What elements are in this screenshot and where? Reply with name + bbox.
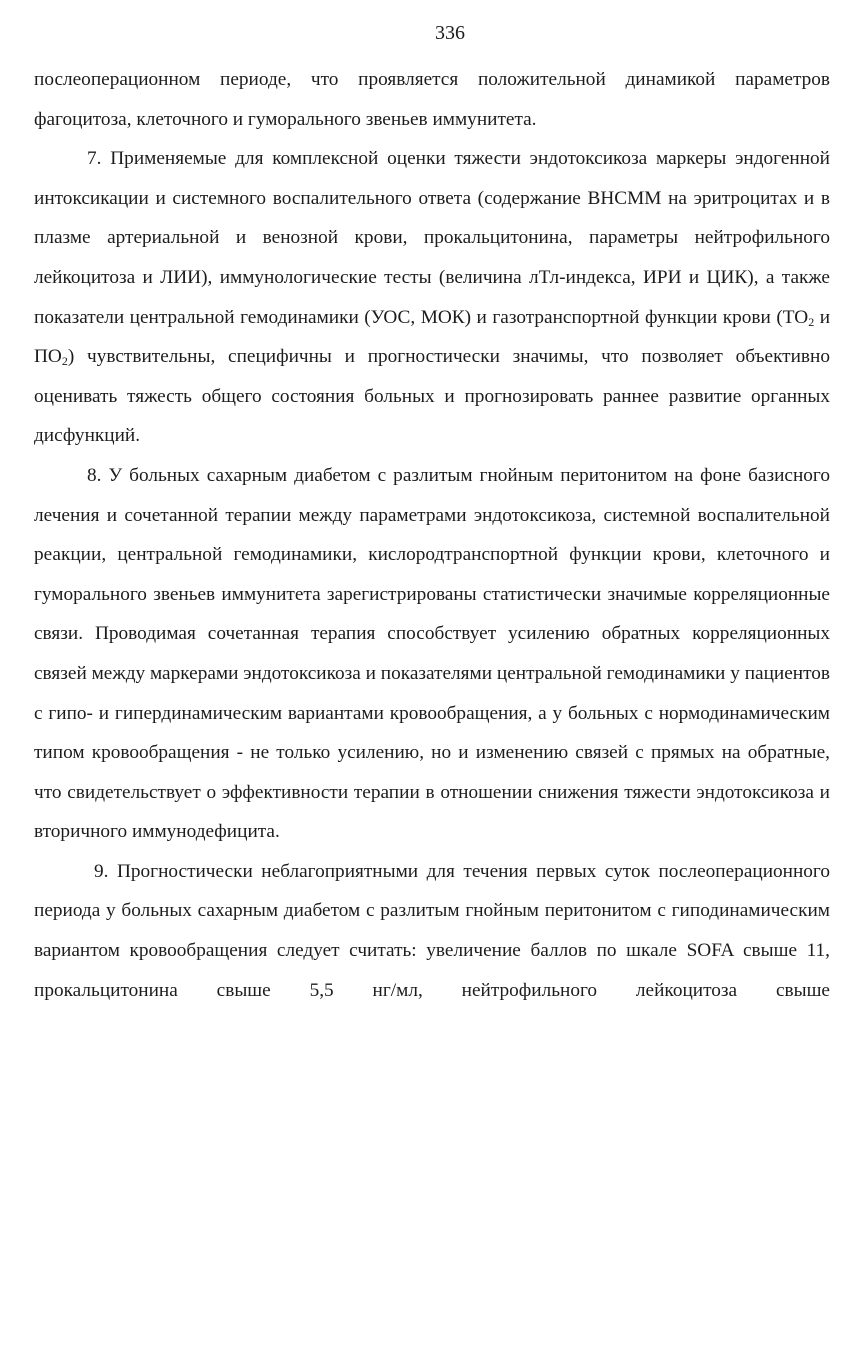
subscript: 2 [808, 314, 815, 329]
paragraph-item-7 [34, 139, 830, 456]
paragraph-item-8: 8. У больных сахарным диабетом с разлитым гнойным перитонитом на фоне базисного лечения и сочетанной терапии между параметрами эндотоксикоза, системной воспалительной реакции, центральной гемодинамики, кислородтранспортной функции крови, клеточного и гуморального звеньев иммунитета зарегистрированы статистически значимые корреляционные связи. Проводимая сочетанная терапия способствует усилению обратных корреляционных связей между маркерами эндотоксикоза и показателями центральной гемодинамики у пациентов с гипо- и гипердинамическим вариантами кровообращения, а у больных с нормодинамическим типом кровообращения - не только усилению, но и изменению связей с прямых на обратные, что свидетельствует о эффективности терапии в отношении снижения тяжести эндотоксикоза и вторичного иммунодефицита. [34, 464, 830, 843]
paragraph-item-9: 9. Прогностически неблагоприятными для течения первых суток послеоперационного периода у больных сахарным диабетом с разлитым гнойным перитонитом с гиподинамическим вариантом кровообращения следует считать: увеличение баллов по шкале SOFA свыше 11, прокальцитонина свыше 5,5 нг/мл, нейтрофильного лейкоцитоза свыше [34, 860, 830, 1001]
paragraph-continuation: послеоперационном периоде, что проявляется положительной динамикой параметров фагоцитоза, клеточного и гуморального звеньев иммунитета. [34, 69, 830, 130]
paragraph-text: ) чувствительны, специфичны и прогностически значимы, что позволяет объективно оценивать тяжесть общего состояния больных и прогнозировать раннее развитие органных дисфункций. [34, 346, 830, 447]
paragraph-text: и ПО [34, 306, 831, 368]
document-body [34, 60, 830, 1010]
page-number: 336 [435, 22, 465, 44]
paragraph-text: 7. Применяемые для комплексной оценки тяжести эндотоксикоза маркеры эндогенной интоксикации и системного воспалительного ответа (содержание ВНСММ на эритроцитах и в плазме артериальной и венозной крови, прокальцитонина, параметры нейтрофильного лейкоцитоза и ЛИИ), иммунологические тесты (величина лТл-индекса, ИРИ и ЦИК), а также показатели центральной гемодинамики (УОС, МОК) и газотранспортной функции крови (ТО [34, 148, 830, 328]
subscript: 2 [61, 354, 68, 369]
